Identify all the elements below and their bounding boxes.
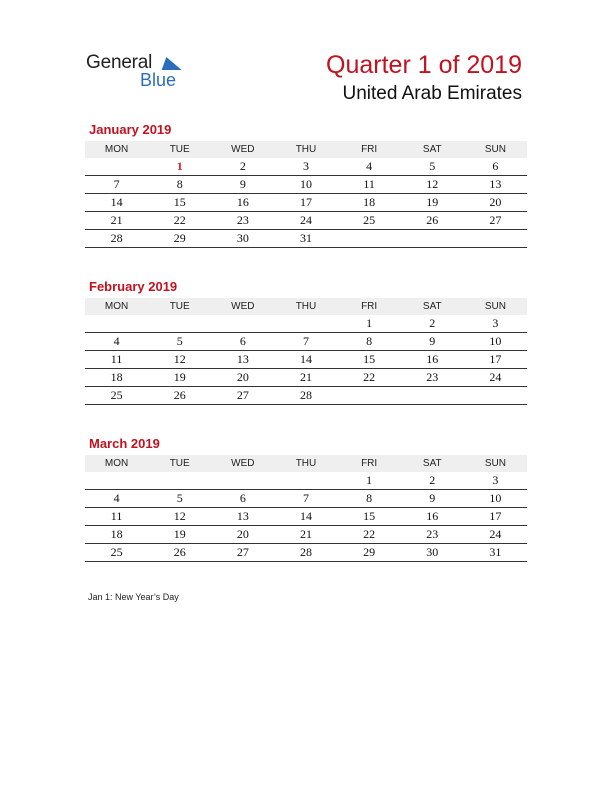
weekday-label: WED xyxy=(211,455,274,472)
weekday-label: TUE xyxy=(148,455,211,472)
day-cell: 17 xyxy=(274,194,337,212)
day-cell: 4 xyxy=(338,158,401,176)
weekday-label: MON xyxy=(85,141,148,158)
week-row xyxy=(85,472,527,490)
weekday-label: SUN xyxy=(464,298,527,315)
weekday-label: FRI xyxy=(338,455,401,472)
day-cell: 9 xyxy=(401,490,464,508)
day-cell: 28 xyxy=(274,387,337,405)
day-cell xyxy=(85,472,148,490)
day-cell: 19 xyxy=(148,369,211,387)
weekday-header-row xyxy=(85,141,527,158)
day-cell: 20 xyxy=(211,526,274,544)
day-cell xyxy=(85,158,148,176)
day-cell: 19 xyxy=(148,526,211,544)
week-row xyxy=(85,508,527,526)
day-cell: 7 xyxy=(85,176,148,194)
week-row xyxy=(85,176,527,194)
day-cell: 8 xyxy=(338,490,401,508)
day-cell: 30 xyxy=(211,230,274,248)
day-cell: 26 xyxy=(148,544,211,562)
weekday-label: SUN xyxy=(464,141,527,158)
day-cell: 26 xyxy=(401,212,464,230)
day-cell: 1 xyxy=(148,158,211,176)
day-cell: 14 xyxy=(274,508,337,526)
day-cell: 11 xyxy=(85,351,148,369)
day-cell: 29 xyxy=(148,230,211,248)
day-cell: 2 xyxy=(401,315,464,333)
day-cell xyxy=(338,387,401,405)
day-cell: 14 xyxy=(274,351,337,369)
weekday-label: TUE xyxy=(148,298,211,315)
month-title: February 2019 xyxy=(89,279,178,294)
day-cell: 24 xyxy=(464,526,527,544)
day-cell xyxy=(464,230,527,248)
day-cell xyxy=(401,387,464,405)
day-cell xyxy=(211,472,274,490)
weekday-label: SAT xyxy=(401,455,464,472)
day-cell: 4 xyxy=(85,490,148,508)
day-cell: 10 xyxy=(274,176,337,194)
day-cell: 16 xyxy=(401,351,464,369)
day-cell xyxy=(274,472,337,490)
day-cell: 2 xyxy=(211,158,274,176)
day-cell: 21 xyxy=(274,369,337,387)
day-cell: 25 xyxy=(85,387,148,405)
weekday-label: MON xyxy=(85,455,148,472)
day-cell: 16 xyxy=(211,194,274,212)
day-cell xyxy=(464,387,527,405)
weekday-label: SUN xyxy=(464,455,527,472)
week-row xyxy=(85,230,527,248)
weekday-label: WED xyxy=(211,298,274,315)
day-cell: 2 xyxy=(401,472,464,490)
day-cell: 27 xyxy=(211,544,274,562)
weekday-label: THU xyxy=(274,298,337,315)
holiday-notes xyxy=(88,591,179,603)
day-cell: 18 xyxy=(85,369,148,387)
week-row xyxy=(85,526,527,544)
day-cell: 3 xyxy=(464,472,527,490)
day-cell: 1 xyxy=(338,315,401,333)
calendar-table xyxy=(85,298,527,405)
day-cell: 22 xyxy=(338,526,401,544)
day-cell: 22 xyxy=(148,212,211,230)
day-cell: 6 xyxy=(211,333,274,351)
day-cell: 20 xyxy=(211,369,274,387)
logo-word-blue: Blue xyxy=(140,70,177,90)
day-cell: 8 xyxy=(338,333,401,351)
day-cell: 30 xyxy=(401,544,464,562)
month-block-february xyxy=(85,278,527,405)
day-cell: 24 xyxy=(464,369,527,387)
day-cell: 9 xyxy=(211,176,274,194)
page-title: Quarter 1 of 2019 xyxy=(326,51,522,79)
day-cell: 15 xyxy=(338,351,401,369)
weekday-header-row xyxy=(85,455,527,472)
weekday-header-row xyxy=(85,298,527,315)
day-cell: 28 xyxy=(85,230,148,248)
week-row xyxy=(85,351,527,369)
week-row xyxy=(85,544,527,562)
brand-logo xyxy=(86,52,196,92)
weekday-label: TUE xyxy=(148,141,211,158)
weekday-label: WED xyxy=(211,141,274,158)
week-row xyxy=(85,369,527,387)
day-cell: 18 xyxy=(85,526,148,544)
day-cell: 12 xyxy=(148,508,211,526)
day-cell: 21 xyxy=(85,212,148,230)
day-cell xyxy=(211,315,274,333)
day-cell: 20 xyxy=(464,194,527,212)
week-row xyxy=(85,212,527,230)
month-title: January 2019 xyxy=(89,122,172,137)
day-cell: 13 xyxy=(464,176,527,194)
logo-word-general: General xyxy=(86,52,153,73)
month-block-january xyxy=(85,121,527,248)
day-cell xyxy=(148,315,211,333)
day-cell: 12 xyxy=(401,176,464,194)
day-cell: 14 xyxy=(85,194,148,212)
weekday-label: THU xyxy=(274,455,337,472)
day-cell: 25 xyxy=(85,544,148,562)
month-title: March 2019 xyxy=(89,436,160,451)
day-cell: 24 xyxy=(274,212,337,230)
day-cell: 15 xyxy=(148,194,211,212)
week-row xyxy=(85,158,527,176)
day-cell: 6 xyxy=(464,158,527,176)
day-cell xyxy=(85,315,148,333)
day-cell: 23 xyxy=(401,526,464,544)
week-row xyxy=(85,387,527,405)
day-cell: 18 xyxy=(338,194,401,212)
day-cell: 10 xyxy=(464,490,527,508)
day-cell: 12 xyxy=(148,351,211,369)
day-cell: 19 xyxy=(401,194,464,212)
weekday-label: SAT xyxy=(401,141,464,158)
week-row xyxy=(85,333,527,351)
day-cell: 3 xyxy=(464,315,527,333)
day-cell: 28 xyxy=(274,544,337,562)
day-cell: 31 xyxy=(464,544,527,562)
week-row xyxy=(85,194,527,212)
day-cell: 22 xyxy=(338,369,401,387)
country-subtitle: United Arab Emirates xyxy=(342,83,522,104)
holiday-note: Jan 1: New Year’s Day xyxy=(88,592,179,602)
day-cell: 7 xyxy=(274,490,337,508)
day-cell: 10 xyxy=(464,333,527,351)
day-cell: 5 xyxy=(148,490,211,508)
day-cell xyxy=(148,472,211,490)
day-cell: 11 xyxy=(85,508,148,526)
day-cell: 16 xyxy=(401,508,464,526)
day-cell: 4 xyxy=(85,333,148,351)
day-cell: 11 xyxy=(338,176,401,194)
day-cell: 23 xyxy=(401,369,464,387)
day-cell: 21 xyxy=(274,526,337,544)
day-cell: 13 xyxy=(211,351,274,369)
day-cell: 13 xyxy=(211,508,274,526)
day-cell: 15 xyxy=(338,508,401,526)
weekday-label: FRI xyxy=(338,141,401,158)
weekday-label: MON xyxy=(85,298,148,315)
week-row xyxy=(85,490,527,508)
day-cell: 1 xyxy=(338,472,401,490)
day-cell: 31 xyxy=(274,230,337,248)
week-row xyxy=(85,315,527,333)
day-cell: 23 xyxy=(211,212,274,230)
day-cell xyxy=(338,230,401,248)
day-cell: 26 xyxy=(148,387,211,405)
day-cell: 25 xyxy=(338,212,401,230)
weekday-label: FRI xyxy=(338,298,401,315)
weekday-label: SAT xyxy=(401,298,464,315)
day-cell xyxy=(274,315,337,333)
day-cell: 17 xyxy=(464,508,527,526)
weekday-label: THU xyxy=(274,141,337,158)
day-cell: 29 xyxy=(338,544,401,562)
day-cell: 17 xyxy=(464,351,527,369)
calendar-table xyxy=(85,141,527,248)
day-cell: 9 xyxy=(401,333,464,351)
calendar-table xyxy=(85,455,527,562)
day-cell: 7 xyxy=(274,333,337,351)
month-block-march xyxy=(85,435,527,562)
day-cell: 3 xyxy=(274,158,337,176)
day-cell: 5 xyxy=(401,158,464,176)
day-cell: 27 xyxy=(211,387,274,405)
day-cell: 6 xyxy=(211,490,274,508)
day-cell xyxy=(401,230,464,248)
day-cell: 5 xyxy=(148,333,211,351)
day-cell: 27 xyxy=(464,212,527,230)
day-cell: 8 xyxy=(148,176,211,194)
